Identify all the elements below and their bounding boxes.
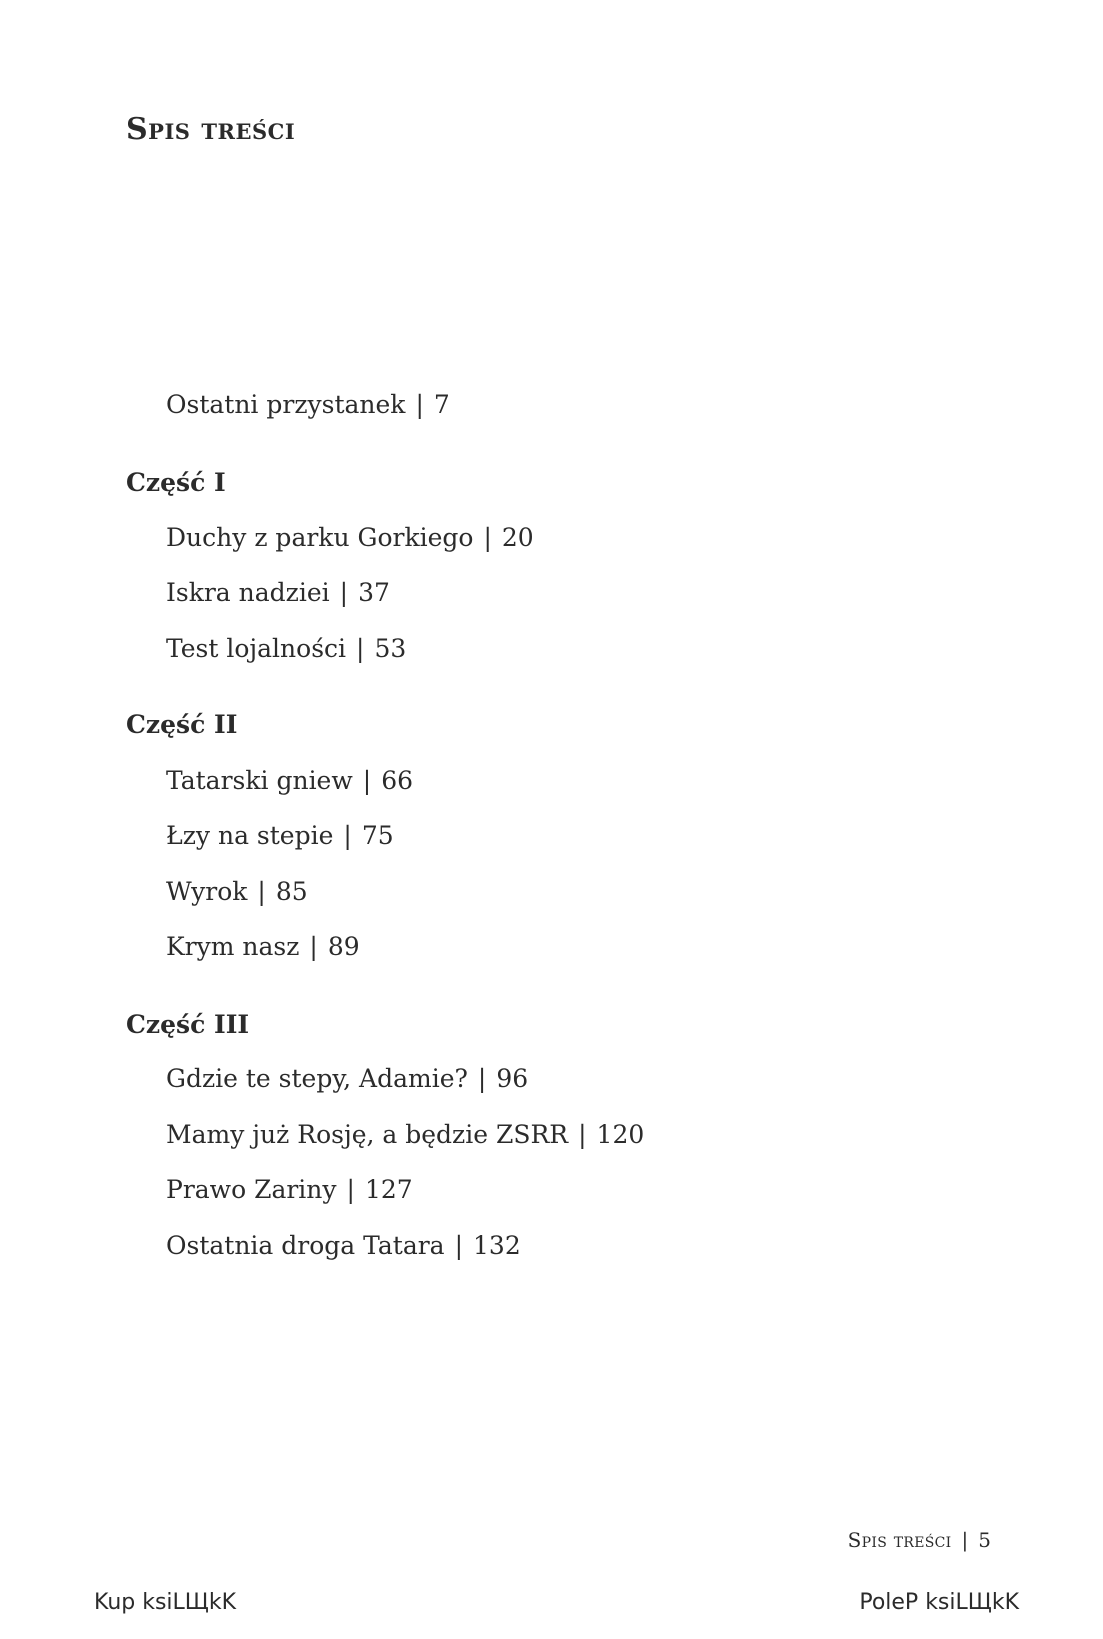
toc-entry — [166, 877, 308, 907]
toc-entry — [166, 1120, 644, 1150]
toc-entry-page: 53 — [374, 634, 407, 663]
toc-separator: | — [309, 932, 318, 961]
page-title: Spis treści — [126, 112, 296, 147]
toc-entry — [166, 1231, 521, 1261]
toc-entry-title: Ostatnia droga Tatara — [166, 1231, 445, 1260]
toc-entry-title: Krym nasz — [166, 932, 300, 961]
toc-entry-title: Wyrok — [166, 877, 248, 906]
toc-separator: | — [356, 634, 365, 663]
toc-entry — [166, 932, 360, 962]
toc-part-heading: Część III — [126, 1010, 250, 1039]
toc-entry-title: Mamy już Rosję, a będzie ZSRR — [166, 1120, 569, 1149]
toc-entry-page: 37 — [358, 578, 390, 607]
toc-entry-title: Iskra nadziei — [166, 578, 330, 607]
toc-entry-page: 75 — [361, 821, 394, 850]
buy-book-link[interactable]: Kup ksiLЩkK — [94, 1590, 237, 1615]
toc-separator: | — [257, 877, 266, 906]
toc-separator: | — [346, 1175, 355, 1204]
toc-entry-title: Łzy na stepie — [166, 821, 334, 850]
running-footer-title: Spis treści — [847, 1528, 952, 1552]
toc-entry — [166, 1064, 528, 1094]
toc-separator: | — [578, 1120, 587, 1149]
toc-entry — [166, 821, 394, 851]
toc-separator: | — [343, 821, 352, 850]
toc-separator: | — [339, 578, 349, 607]
toc-separator: | — [477, 1064, 487, 1093]
toc-entry-title: Gdzie te stepy, Adamie? — [166, 1064, 468, 1093]
toc-entry — [166, 1175, 413, 1205]
toc-entry — [166, 523, 534, 553]
toc-entry-page: 85 — [275, 877, 308, 906]
running-footer — [848, 1528, 991, 1552]
toc-separator: | — [483, 523, 492, 552]
toc-entry-page: 127 — [364, 1175, 413, 1204]
toc-entry-page: 7 — [433, 390, 450, 419]
toc-separator: | — [415, 390, 424, 419]
toc-part-heading: Część I — [126, 468, 226, 497]
toc-entry-title: Ostatni przystanek — [166, 390, 406, 419]
toc-separator: | — [454, 1231, 464, 1260]
toc-entry-title: Tatarski gniew — [166, 766, 353, 795]
toc-entry — [166, 578, 390, 608]
toc-entry-page: 120 — [596, 1120, 645, 1149]
toc-entry — [166, 634, 406, 664]
running-footer-separator: | — [961, 1528, 969, 1552]
recommend-book-link[interactable]: PoleP ksiLЩkK — [859, 1590, 1019, 1615]
toc-entry-title: Prawo Zariny — [166, 1175, 337, 1204]
toc-entry-page: 66 — [381, 766, 414, 795]
toc-entry-page: 89 — [327, 932, 360, 961]
toc-part-heading: Część II — [126, 710, 238, 739]
toc-entry-page: 132 — [473, 1231, 521, 1260]
toc-entry — [166, 766, 413, 796]
page-number: 5 — [978, 1528, 991, 1552]
toc-entry-page: 96 — [496, 1064, 529, 1093]
toc-entry-page: 20 — [501, 523, 534, 552]
toc-entry — [166, 390, 450, 420]
toc-separator: | — [362, 766, 372, 795]
toc-entry-title: Duchy z parku Gorkiego — [166, 523, 474, 552]
toc-entry-title: Test lojalności — [166, 634, 347, 663]
